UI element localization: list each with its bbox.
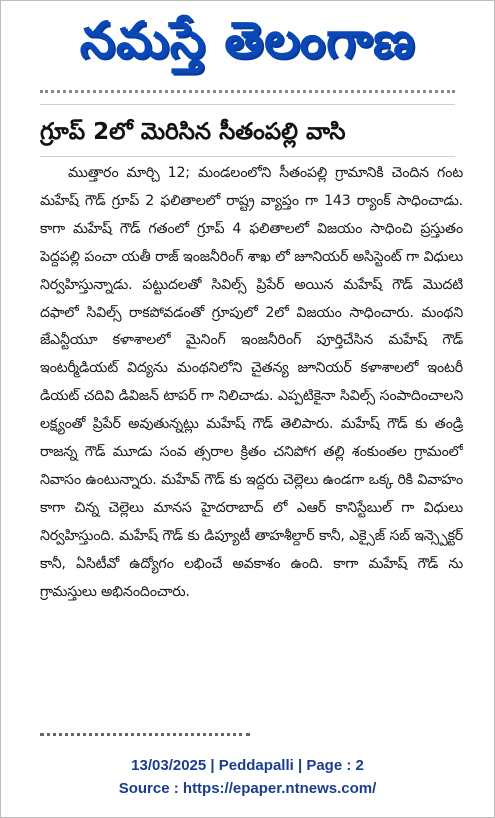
footer-source-line: Source : https://epaper.ntnews.com/: [118, 780, 377, 797]
divider-rule-headline: [40, 156, 455, 157]
article-body-column: [40, 160, 463, 720]
article-body-text: ముత్తారం మార్చి 12; మండలంలోని సీతంపల్లి గ్రామానికి చెందిన గంట మహేష్ గౌడ్ గ్రూప్ 2 ఫలితాలలో రాష్ట్ర వ్యాప్తం గా 143 ర్యాంక్ సాధించాడు. కాగా మహేష్ గౌడ్ గతంలో గ్రూప్ 4 ఫలితాలలో విజయం సాధించి ప్రస్తుతం పెద్దపల్లి పంచా యతీ రాజ్ ఇంజనీరింగ్ శాఖ లో జూనియర్ అసిస్టెంట్ గా విధులు నిర్వహిస్తున్నాడు. పట్టుదలతో సివిల్స్ ప్రిపేర్ అయిన మహేష్ గౌడ్ మొదటి దఫాలో సివిల్స్ రాకపోవడంతో గ్రూపులో 2లో విజయం సాధించారు. మంథని జేఎన్టీయూ కళాశాలలో మైనింగ్ ఇంజనీరింగ్ పూర్తిచేసిన మహేష్ గౌడ్ ఇంటర్మీడియట్ విద్యను మంథనిలోని చైతన్య జూనియర్ కళాశాలలో ఇంటరీ డియట్ చదివి డివిజన్ టాపర్ గా నిలిచాడు. ఎప్పటికైనా సివిల్స్ సంపాదించాలని లక్ష్యంతో ప్రిపేర్ అవుతున్నట్లు మహేష్ గౌడ్ తెలిపారు. మహేష్ గౌడ్ కు తండ్రి రాజన్న గౌడ్ మూడు సంవ త్సరాల క్రితం చనిపోగ తల్లి శంకుంతల గ్రామంలో నివాసం ఉంటున్నారు. మహేవ్ గౌడ్ కు ఇద్దరు చెల్లెలు ఉండగా ఒక్క రికి వివాహం కాగా చిన్న చెల్లెలు మానస హైదరాబాద్ లో ఎఆర్ కానిస్టేబుల్ గా విధులు నిర్వహిస్తుంది. మహేష్ గౌడ్ కు డిప్యూటీ తాహశీల్దార్ కానీ, ఎక్సైజ్ సబ్ ఇన్స్పెక్టర్ కానీ, ఏసిటీవో ఉద్యోగం లభించే అవకాశం ఉంది. కాగా మహేష్ గౌడ్ ను గ్రామస్తులు అభినందించారు.: [40, 165, 463, 600]
masthead-logo-text: నమస్తే తెలంగాణ: [79, 11, 416, 69]
divider-rule-top: [40, 104, 455, 105]
newspaper-masthead: [0, 4, 495, 76]
cropped-text-strip-top: [40, 88, 455, 98]
cropped-text-strip-bottom: [40, 733, 250, 744]
footer-date-line: 13/03/2025 | Peddapalli | Page : 2: [131, 757, 364, 774]
article-headline: గ్రూప్ 2లో మెరిసిన సీతంపల్లి వాసి: [40, 119, 346, 145]
